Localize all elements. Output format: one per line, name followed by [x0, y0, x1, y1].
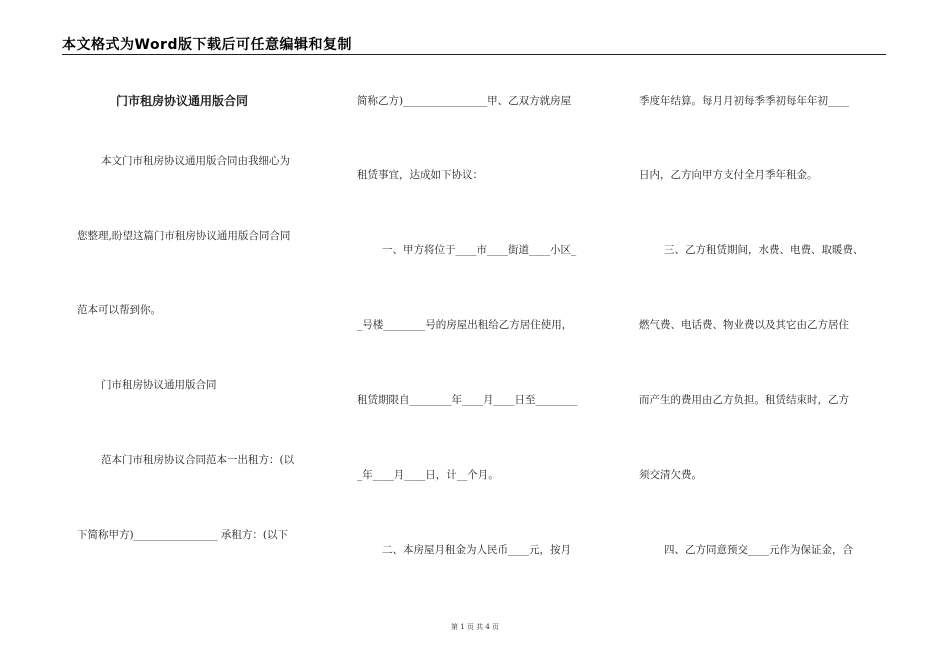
body-line: 三、乙方租赁期间，水费、电费、取暖费、: [664, 244, 864, 256]
body-line: 一、甲方将位于____市____街道____小区_: [382, 244, 577, 256]
body-line: 门市租房协议通用版合同: [101, 379, 217, 391]
document-title: 门市租房协议通用版合同: [116, 94, 249, 108]
body-line: 而产生的费用由乙方负担。租赁结束时，乙方: [639, 394, 849, 406]
body-line: 租赁事宜，达成如下协议：: [357, 169, 483, 181]
header-divider: [62, 54, 886, 55]
body-line: 季度年结算。每月月初每季季初每年年初____: [639, 95, 849, 107]
body-line: 简称乙方)________________甲、乙双方就房屋: [357, 95, 572, 107]
page-number: 第 1 页 共 4 页: [450, 623, 500, 631]
body-line: _号楼________号的房屋出租给乙方居住使用，: [357, 319, 573, 331]
body-line: 范本门市租房协议合同范本一出租方：(以: [101, 454, 295, 466]
body-line: 本文门市租房协议通用版合同由我细心为: [101, 155, 290, 167]
body-line: 日内，乙方向甲方支付全月季年租金。: [639, 169, 818, 181]
body-line: 租赁期限自________年____月____日至________: [357, 394, 578, 406]
body-line: 您整理,盼望这篇门市租房协议通用版合同合同: [77, 230, 291, 242]
body-line: 下简称甲方)________________ 承租方：(以下: [77, 529, 289, 541]
body-line: 燃气费、电话费、物业费以及其它由乙方居住: [639, 319, 849, 331]
download-header: [62, 36, 886, 54]
body-line: _年____月____日，计__个月。: [357, 469, 499, 481]
body-line: 四、乙方同意预交____元作为保证金，合: [664, 544, 853, 556]
header-title: 本文格式为Word版下载后可任意编辑和复制: [62, 37, 352, 53]
body-line: 范本可以帮到你。: [77, 304, 161, 316]
body-line: 二、本房屋月租金为人民币____元，按月: [382, 544, 571, 556]
body-line: 须交清欠费。: [639, 469, 702, 481]
